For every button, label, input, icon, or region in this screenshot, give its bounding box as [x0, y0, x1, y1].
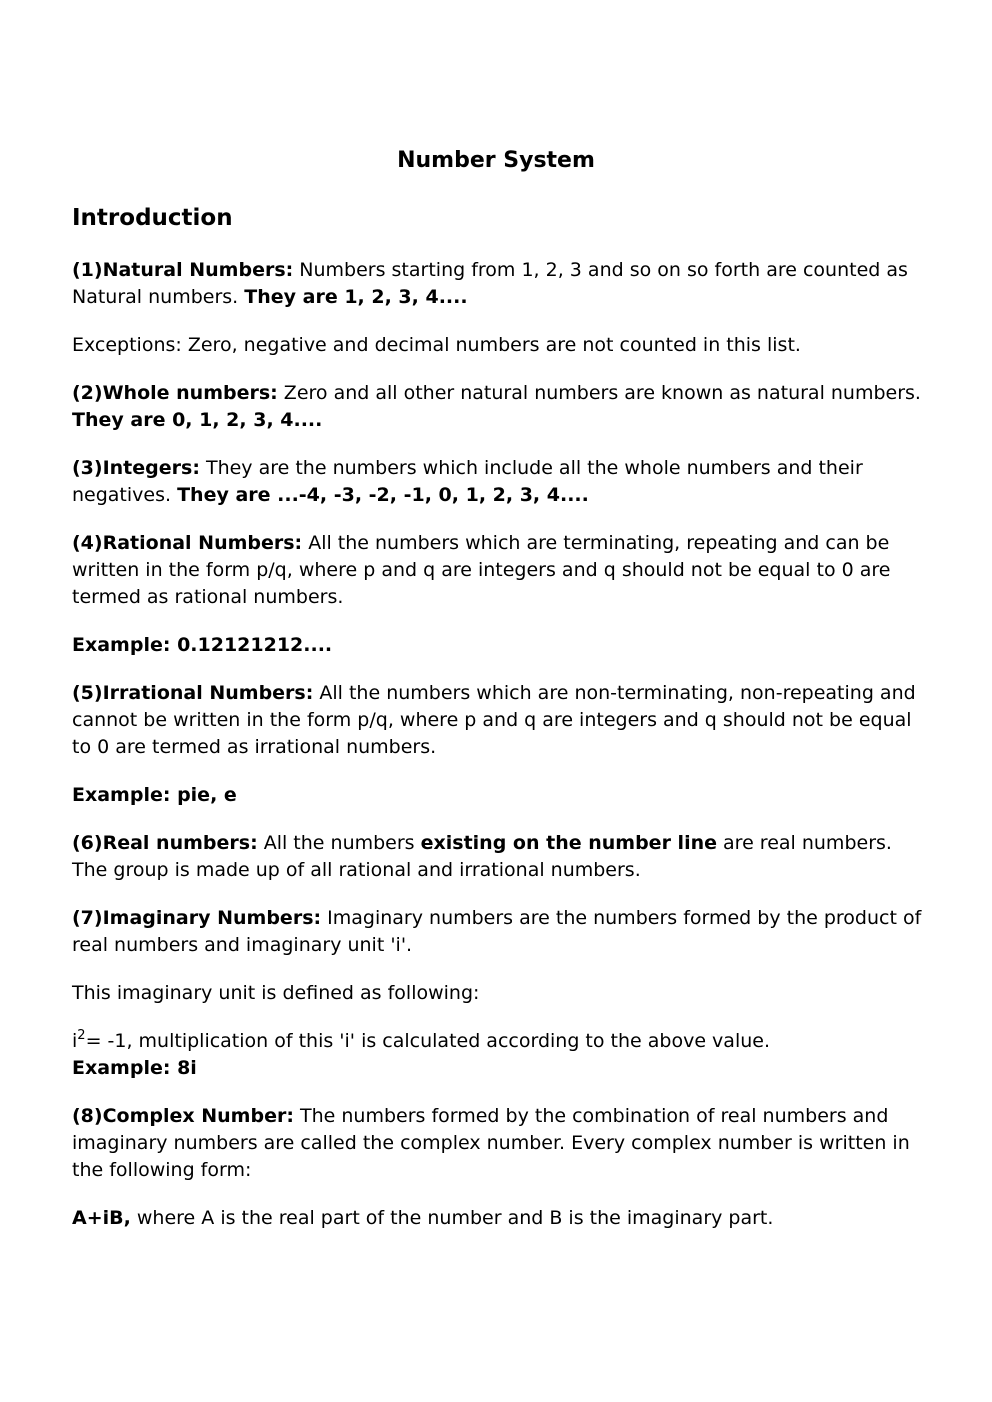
imaginary-unit-intro: This imaginary unit is defined as following:	[72, 982, 480, 1004]
whole-text: Zero and all other natural numbers are known as natural numbers.	[277, 382, 921, 404]
paragraph-natural-numbers	[72, 257, 922, 311]
irrational-text: All the numbers which are non-terminating, non-repeating and cannot be written in the form p/q, where p and q are integers and q should not be equal to 0 are termed as irrational numbers.	[72, 682, 916, 758]
i-base: i	[72, 1030, 78, 1052]
integers-text: They are the numbers which include all the whole numbers and their negatives.	[72, 457, 863, 506]
irrational-example-text: Example: pie, e	[72, 784, 237, 806]
i-definition-text: = -1, multiplication of this 'i' is calculated according to the above value.	[85, 1030, 770, 1052]
real-text-a: All the numbers	[257, 832, 421, 854]
complex-form	[72, 1205, 922, 1232]
real-text-b: are real numbers. The group is made up of all rational and irrational numbers.	[72, 832, 892, 881]
page-title: Number System	[397, 148, 595, 173]
integers-bold: They are ...-4, -3, -2, -1, 0, 1, 2, 3, 4....	[177, 484, 589, 506]
whole-bold: They are 0, 1, 2, 3, 4....	[72, 409, 323, 431]
complex-text: The numbers formed by the combination of real numbers and imaginary numbers are called the complex number. Every complex number is written in the following form:	[72, 1105, 910, 1181]
whole-label: (2)Whole numbers:	[72, 382, 278, 404]
irrational-label: (5)Irrational Numbers:	[72, 682, 314, 704]
imaginary-unit-definition	[72, 1028, 922, 1082]
paragraph-rational-numbers	[72, 530, 922, 611]
rational-text: All the numbers which are terminating, repeating and can be written in the form p/q, where p and q are integers and q should not be equal to 0 are termed as rational numbers.	[72, 532, 891, 608]
imaginary-label: (7)Imaginary Numbers:	[72, 907, 322, 929]
complex-form-bold: A+iB,	[72, 1207, 131, 1229]
paragraph-exceptions: Exceptions: Zero, negative and decimal numbers are not counted in this list.	[72, 334, 801, 356]
imaginary-example: Example: 8i	[72, 1057, 197, 1079]
complex-form-text: where A is the real part of the number and B is the imaginary part.	[130, 1207, 774, 1229]
natural-bold: They are 1, 2, 3, 4....	[244, 286, 468, 308]
section-heading: Introduction	[72, 205, 233, 231]
real-bold: existing on the number line	[420, 832, 717, 854]
paragraph-real-numbers	[72, 830, 922, 884]
rational-example	[72, 632, 922, 659]
paragraph-irrational-numbers	[72, 680, 922, 761]
paragraph-whole-numbers	[72, 380, 922, 434]
rational-example-text: Example: 0.12121212....	[72, 634, 333, 656]
integers-label: (3)Integers:	[72, 457, 200, 479]
document-body	[72, 257, 922, 1253]
natural-label: (1)Natural Numbers:	[72, 259, 294, 281]
rational-label: (4)Rational Numbers:	[72, 532, 303, 554]
imaginary-text: Imaginary numbers are the numbers formed by the product of real numbers and imaginary unit 'i'.	[72, 907, 922, 956]
paragraph-imaginary-numbers	[72, 905, 922, 959]
natural-text: Numbers starting from 1, 2, 3 and so on so forth are counted as Natural numbers.	[72, 259, 908, 308]
irrational-example	[72, 782, 922, 809]
real-label: (6)Real numbers:	[72, 832, 258, 854]
i-exponent: 2	[77, 1028, 86, 1043]
complex-label: (8)Complex Number:	[72, 1105, 294, 1127]
paragraph-integers	[72, 455, 922, 509]
paragraph-complex-number	[72, 1103, 922, 1184]
